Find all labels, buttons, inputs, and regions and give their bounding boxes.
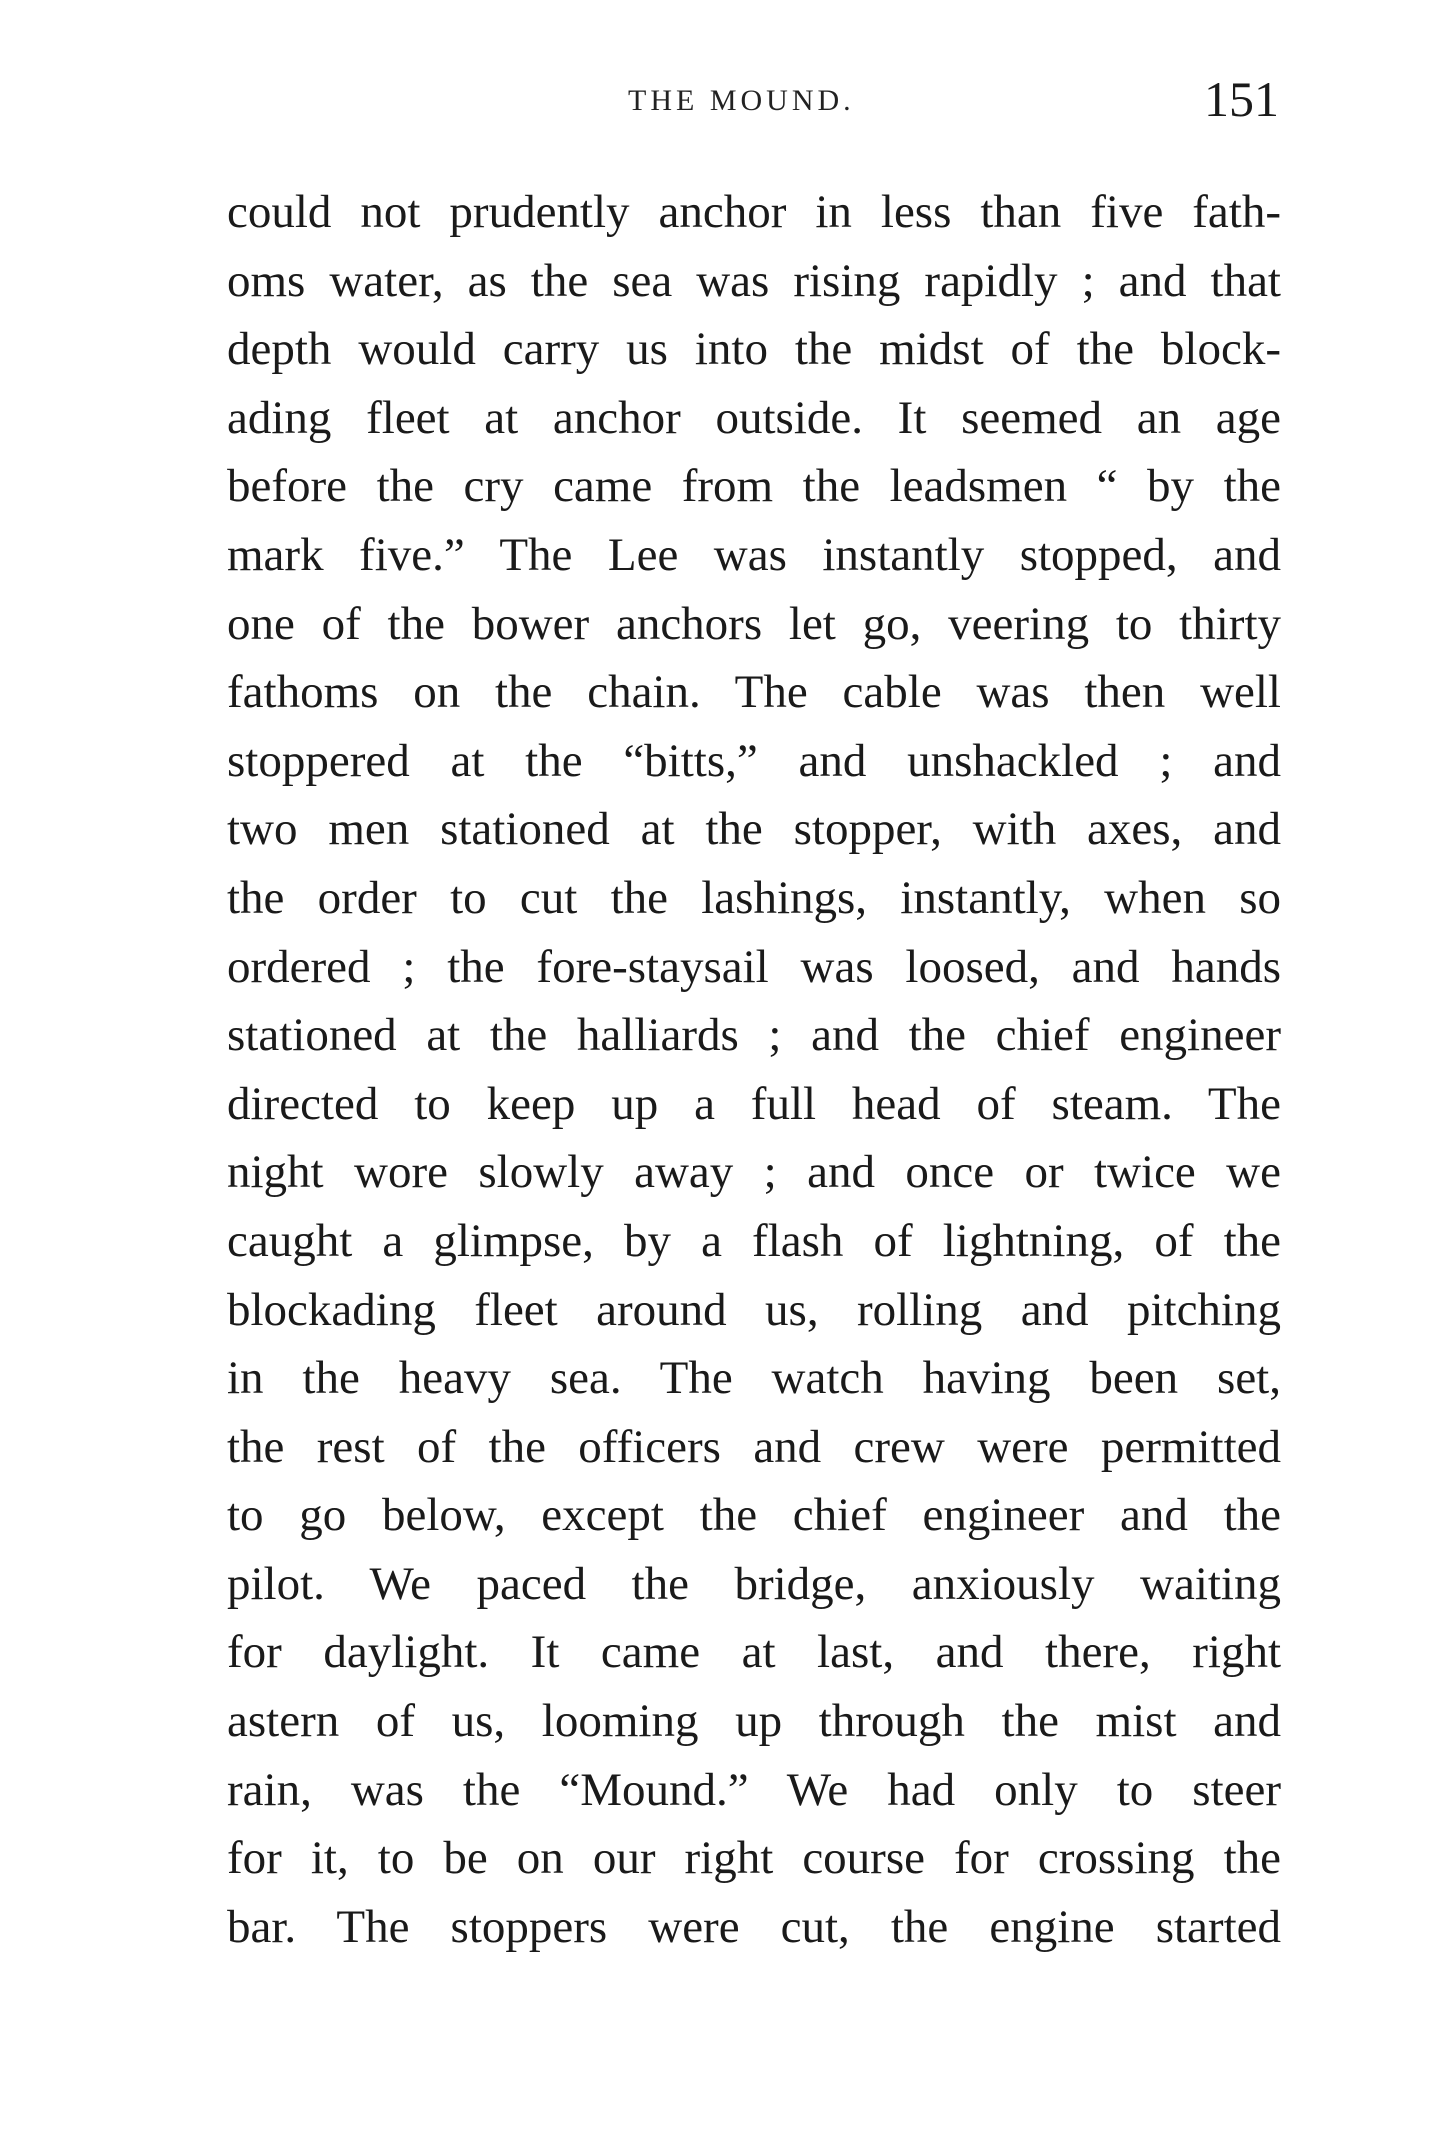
text-line: caught a glimpse, by a flash of lightning, of the <box>227 1214 1281 1267</box>
text-line: ordered ; the fore-staysail was loosed, and hands <box>227 940 1281 993</box>
text-line: stoppered at the “bitts,” and unshackled ; and <box>227 734 1281 787</box>
text-line: blockading fleet around us, rolling and pitching <box>227 1283 1281 1336</box>
page-number: 151 <box>1204 71 1279 127</box>
text-line: astern of us, looming up through the mist and <box>227 1695 1281 1748</box>
text-line: rain, was the “Mound.” We had only to steer <box>227 1763 1281 1816</box>
text-line: one of the bower anchors let go, veering to thirty <box>227 597 1281 650</box>
text-line: depth would carry us into the midst of the block- <box>227 323 1281 376</box>
text-line: directed to keep up a full head of steam. The <box>227 1077 1281 1130</box>
running-head-title: THE MOUND. <box>628 84 855 117</box>
body-text <box>227 178 1281 1961</box>
running-head <box>0 70 1449 140</box>
text-line: oms water, as the sea was rising rapidly ; and that <box>227 254 1281 307</box>
text-line: night wore slowly away ; and once or twice we <box>227 1146 1281 1199</box>
text-line: mark five.” The Lee was instantly stopped, and <box>227 528 1281 581</box>
text-line: could not prudently anchor in less than five fath- <box>227 186 1281 238</box>
text-line: before the cry came from the leadsmen “ by the <box>227 460 1281 513</box>
text-line: the rest of the officers and crew were permitted <box>227 1420 1281 1473</box>
text-line: bar. The stoppers were cut, the engine started <box>227 1900 1281 1953</box>
text-line: stationed at the halliards ; and the chief engineer <box>227 1009 1281 1062</box>
text-line: two men stationed at the stopper, with axes, and <box>227 803 1281 856</box>
text-line: in the heavy sea. The watch having been set, <box>227 1352 1281 1405</box>
text-line: the order to cut the lashings, instantly, when so <box>227 871 1281 924</box>
text-line: to go below, except the chief engineer and the <box>227 1489 1281 1542</box>
text-line: for daylight. It came at last, and there, right <box>227 1626 1281 1679</box>
text-line: for it, to be on our right course for crossing the <box>227 1832 1281 1885</box>
text-line: fathoms on the chain. The cable was then well <box>227 666 1281 719</box>
text-line: pilot. We paced the bridge, anxiously waiting <box>227 1557 1281 1610</box>
text-line: ading fleet at anchor outside. It seemed an age <box>227 391 1281 444</box>
